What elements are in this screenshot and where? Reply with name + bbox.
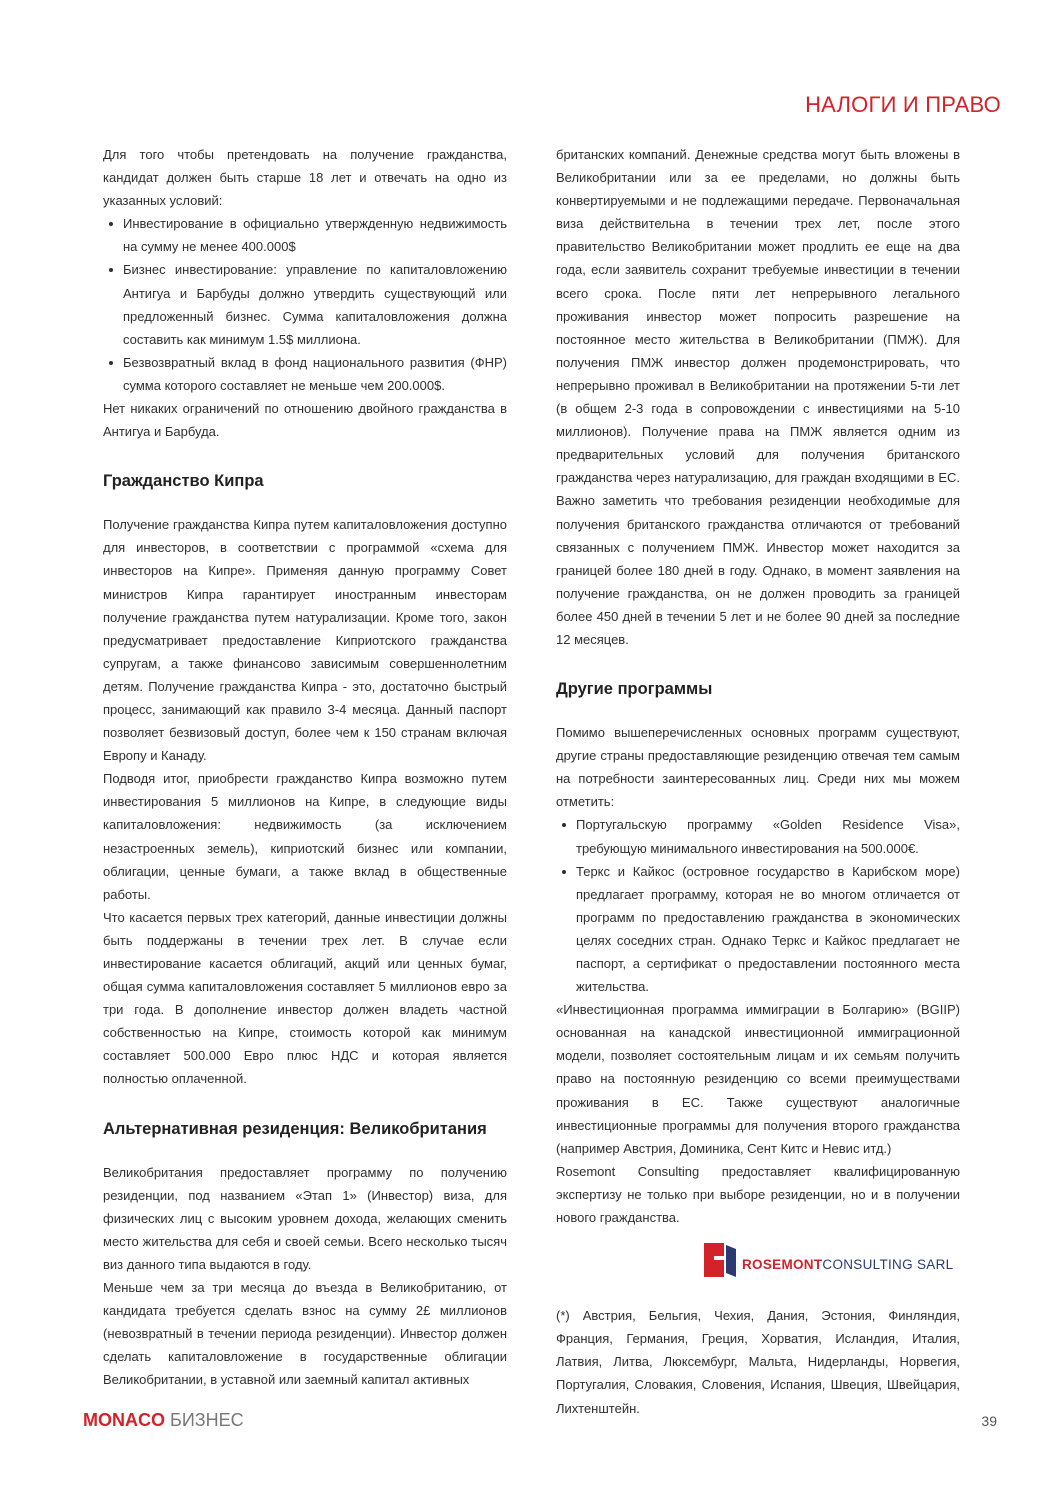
footnote: (*) Австрия, Бельгия, Чехия, Дания, Эстония, Финляндия, Франция, Германия, Греция, Хорватия, Исландия, Италия, Латвия, Литва, Люксембург, Мальта, Нидерланды, Норвегия, Португалия, Словакия, Словения, Испания, Швеция, Швейцария, Лихтенштейн.	[556, 1308, 960, 1416]
rosemont-paragraph: Rosemont Consulting предоставляет квалифицированную экспертизу не только при выборе резиденции, но и в получении нового гражданства.	[556, 1163, 960, 1226]
list-item: Бизнес инвестирование: управление по капиталовложению Антигуа и Барбуды должно утвердить существующий или предложенный бизнес. Сумма капиталовложения должна составить как минимум 1.5$ миллиона.	[103, 258, 507, 350]
cyprus-paragraph: Получение гражданства Кипра путем капиталовложения доступно для инвесторов, в соответствии с программой «схема для инвесторов на Кипре». Применяя данную программу Совет министров Кипра гарантирует иностранным инвесторам получение гражданства путем натурализации. Кроме того, закон предусматривает предоставление Киприотского гражданства супругам, а также финансово зависимым совершеннолетним детям. Получение гражданства Кипра - это, достаточно быстрый процесс, занимающий как правило 3-4 месяца. Данный паспорт позволяет безвизовый доступ, более чем к 150 странам включая Европу и Канаду.	[103, 517, 507, 764]
logo-text-consulting: CONSULTING SARL	[822, 1257, 954, 1273]
cyprus-paragraph: Что касается первых трех категорий, данные инвестиции должны быть поддержаны в течении трех лет. В случае если инвестирование касается облигаций, акций или ценных бумаг, общая сумма капиталовложения составляет 5 миллионов евро за три года. В дополнение инвестор должен владеть частной собственностью на Кипре, стоимость которой как минимум составляет 500.000 Евро плюс НДС и которая является полностью оплаченной.	[103, 909, 507, 1087]
cyprus-paragraph: Подводя итог, приобрести гражданство Кипра возможно путем инвестирования 5 миллионов на Кипре, в следующие виды капиталовложения: недвижимость (за исключением незастроенных земель), киприотский бизнес или компании, облигации, ценные бумаги, а также вклад в общественные работы.	[103, 771, 507, 902]
right-column	[556, 143, 960, 1420]
uk-paragraph: Великобритания предоставляет программу по получению резиденции, под названием «Этап 1» (Инвестор) виза, для физических лиц с высоким уровнем дохода, желающих сменить место жительства для себя и своей семьи. Всего несколько тысяч виз данного типа выдаются в году.	[103, 1164, 507, 1272]
logo-text-rosemont: ROSEMONT	[742, 1257, 823, 1273]
page-number: 39	[981, 1413, 997, 1429]
antigua-conditions-list	[103, 212, 507, 397]
cyprus-heading: Гражданство Кипра	[103, 472, 264, 491]
bgiip-paragraph: «Инвестиционная программа иммиграции в Болгарию» (BGIIP) основанная на канадской инвестиционной иммиграционной модели, позволяет состоятельным лицам и их семьям получить право на постоянную резиденцию со всеми преимуществами проживания в ЕС. Также существуют аналогичные инвестиционные программы для получения второго гражданства (например Австрия, Доминика, Сент Китс и Невис итд.)	[556, 1002, 960, 1156]
uk-paragraph: Меньше чем за три месяца до въезда в Великобританию, от кандидата требуется сделать взнос на сумму 2£ миллионов (невозвратный в течении периода резиденции). Инвестор должен сделать капиталовложение в государственные облигации Великобритании, в уставной или заемный капитал активных	[103, 1280, 507, 1388]
other-programs-heading: Другие программы	[556, 680, 713, 699]
list-item: Португальскую программу «Golden Residence Visa», требующую минимального инвестирования на 500.000€.	[556, 813, 960, 859]
intro-paragraph: Для того чтобы претендовать на получение гражданства, кандидат должен быть старше 18 лет и отвечать на одно из указанных условий:	[103, 147, 507, 209]
footer-brand-business: БИЗНЕС	[170, 1410, 244, 1430]
section-title: НАЛОГИ И ПРАВО	[805, 92, 1001, 117]
footer-brand	[83, 1410, 244, 1431]
footer-brand-monaco: MONACO	[83, 1410, 165, 1430]
rosemont-logo-icon	[704, 1243, 736, 1277]
list-item: Безвозвратный вклад в фонд национального развития (ФНР) сумма которого составляет не меньше чем 200.000$.	[103, 351, 507, 397]
other-programs-paragraph: Помимо вышеперечисленных основных программ существуют, другие страны предоставляющие резиденцию отвечая тем самым на потребности заинтересованных лиц. Среди них мы можем отметить:	[556, 725, 960, 810]
rosemont-logo	[556, 1241, 960, 1281]
list-item: Теркс и Кайкос (островное государство в Карибском море) предлагает программу, которая не во многом отличается от программ по предоставлению гражданства в экономических целях соседних стран. Однако Теркс и Кайкос предлагает не паспорт, а сертификат о предоставлении постоянного места жительства.	[556, 860, 960, 999]
other-programs-list	[556, 813, 960, 998]
left-column	[103, 143, 507, 1392]
uk-heading: Альтернативная резиденция: Великобритания	[103, 1119, 487, 1138]
rosemont-logo-text	[742, 1257, 953, 1272]
dual-citizenship-note: Нет никаких ограничений по отношению двойного гражданства в Антигуа и Барбуда.	[103, 401, 507, 440]
uk-continued-paragraph: британских компаний. Денежные средства могут быть вложены в Великобритании или за ее пределами, но должны быть конвертируемыми и не подлежащими передаче. Первоначальная виза действительна в течении трех лет, после этого правительство Великобритании может продлить ее еще на два года, если заявитель сохранит требуемые инвестиции в течении всего срока. После пяти лет непрерывного легального проживания инвестор может попросить разрешение на постоянное место жительства в Великобритании (ПМЖ). Для получения ПМЖ инвестор должен продемонстрировать, что непрерывно проживал в Великобритании на протяжении 5-ти лет (в общем 2-3 года в сопровождении с инвестициями на 5-10 миллионов). Получение права на ПМЖ является одним из предварительных условий для получения британского гражданства через натурализацию, для граждан входящими в ЕС. Важно заметить что требования резиденции необходимые для получения британского гражданства отличаются от требований связанных с получением ПМЖ. Инвестор может находится за границей более 180 дней в году. Однако, в момент заявления на получение гражданства, он не должен проводить за границей более 450 дней в течении 5 лет и не более 90 дней за последние 12 месяцев.	[556, 147, 960, 647]
list-item: Инвестирование в официально утвержденную недвижимость на сумму не менее 400.000$	[103, 212, 507, 258]
